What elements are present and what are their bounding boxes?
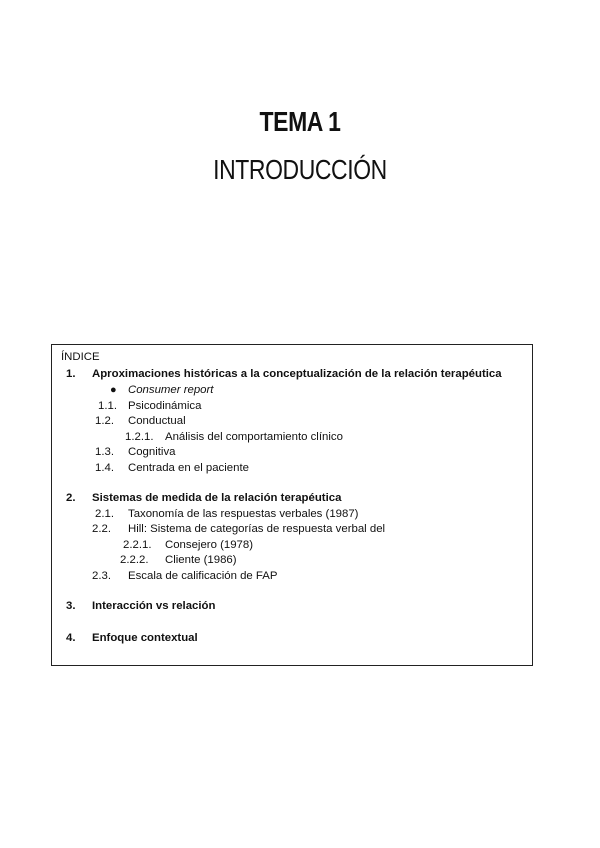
entry-text: Consejero (1978) [165, 539, 254, 551]
entry-text: Centrada en el paciente [128, 462, 249, 474]
entry-number: 4. [66, 632, 76, 644]
entry-text: Consumer report [128, 384, 214, 396]
index-box [51, 344, 533, 666]
entry-number: 2. [66, 492, 76, 504]
entry-number: 2.3. [92, 570, 111, 582]
index-heading: ÍNDICE [61, 351, 100, 363]
entry-text: Sistemas de medida de la relación terapéutica [92, 492, 342, 504]
entry-text: Enfoque contextual [92, 632, 198, 644]
entry-number: 1.1. [98, 400, 117, 412]
entry-number: 2.2.1. [123, 539, 152, 551]
entry-text: Interacción vs relación [92, 600, 216, 612]
entry-text: Análisis del comportamiento clínico [165, 431, 343, 443]
entry-text: Taxonomía de las respuestas verbales (1987) [128, 508, 359, 520]
entry-text: Cliente (1986) [165, 554, 237, 566]
entry-number: 1.3. [95, 446, 114, 458]
entry-number: 2.2.2. [120, 554, 149, 566]
entry-number: 2.1. [95, 508, 114, 520]
entry-text: Cognitiva [128, 446, 176, 458]
bullet-icon: ● [110, 384, 117, 396]
entry-text: Psicodinámica [128, 400, 202, 412]
entry-number: 1.2. [95, 415, 114, 427]
entry-text: Conductual [128, 415, 186, 427]
chapter-title: INTRODUCCIÓN [213, 154, 387, 185]
entry-text: Escala de calificación de FAP [128, 570, 278, 582]
chapter-number: TEMA 1 [259, 106, 341, 137]
entry-text: Aproximaciones históricas a la conceptualización de la relación terapéutica [92, 368, 502, 380]
entry-number: 1. [66, 368, 76, 380]
entry-number: 2.2. [92, 523, 111, 535]
entry-number: 1.4. [95, 462, 114, 474]
entry-number: 3. [66, 600, 76, 612]
entry-text: Hill: Sistema de categorías de respuesta verbal del [128, 523, 386, 535]
entry-number: 1.2.1. [125, 431, 154, 443]
